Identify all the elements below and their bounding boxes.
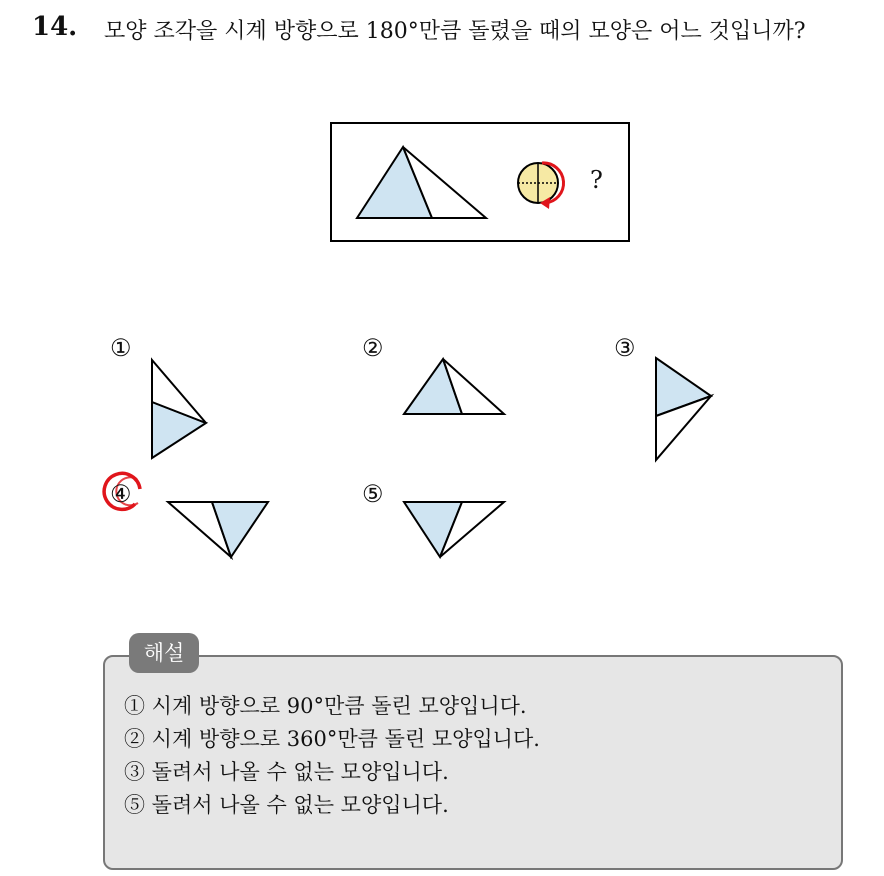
solution-line: ① 시계 방향으로 90°만큼 돌린 모양입니다. [124,694,527,718]
question-number: 14. [32,12,78,42]
option-4-label[interactable]: ④ [110,480,132,508]
solution-tag: 해설 [129,633,199,673]
solution-line: ③ 돌려서 나올 수 없는 모양입니다. [124,760,449,784]
question-mark: ? [590,166,603,194]
question-text: 모양 조각을 시계 방향으로 180°만큼 돌렸을 때의 모양은 어느 것입니까? [104,19,806,44]
option-2-label[interactable]: ② [362,334,384,362]
option-5-label[interactable]: ⑤ [362,480,384,508]
option-3-label[interactable]: ③ [614,334,636,362]
solution-text [124,690,540,822]
option-1-label[interactable]: ① [110,334,132,362]
solution-line: ⑤ 돌려서 나올 수 없는 모양입니다. [124,793,449,817]
solution-line: ② 시계 방향으로 360°만큼 돌린 모양입니다. [124,727,540,751]
